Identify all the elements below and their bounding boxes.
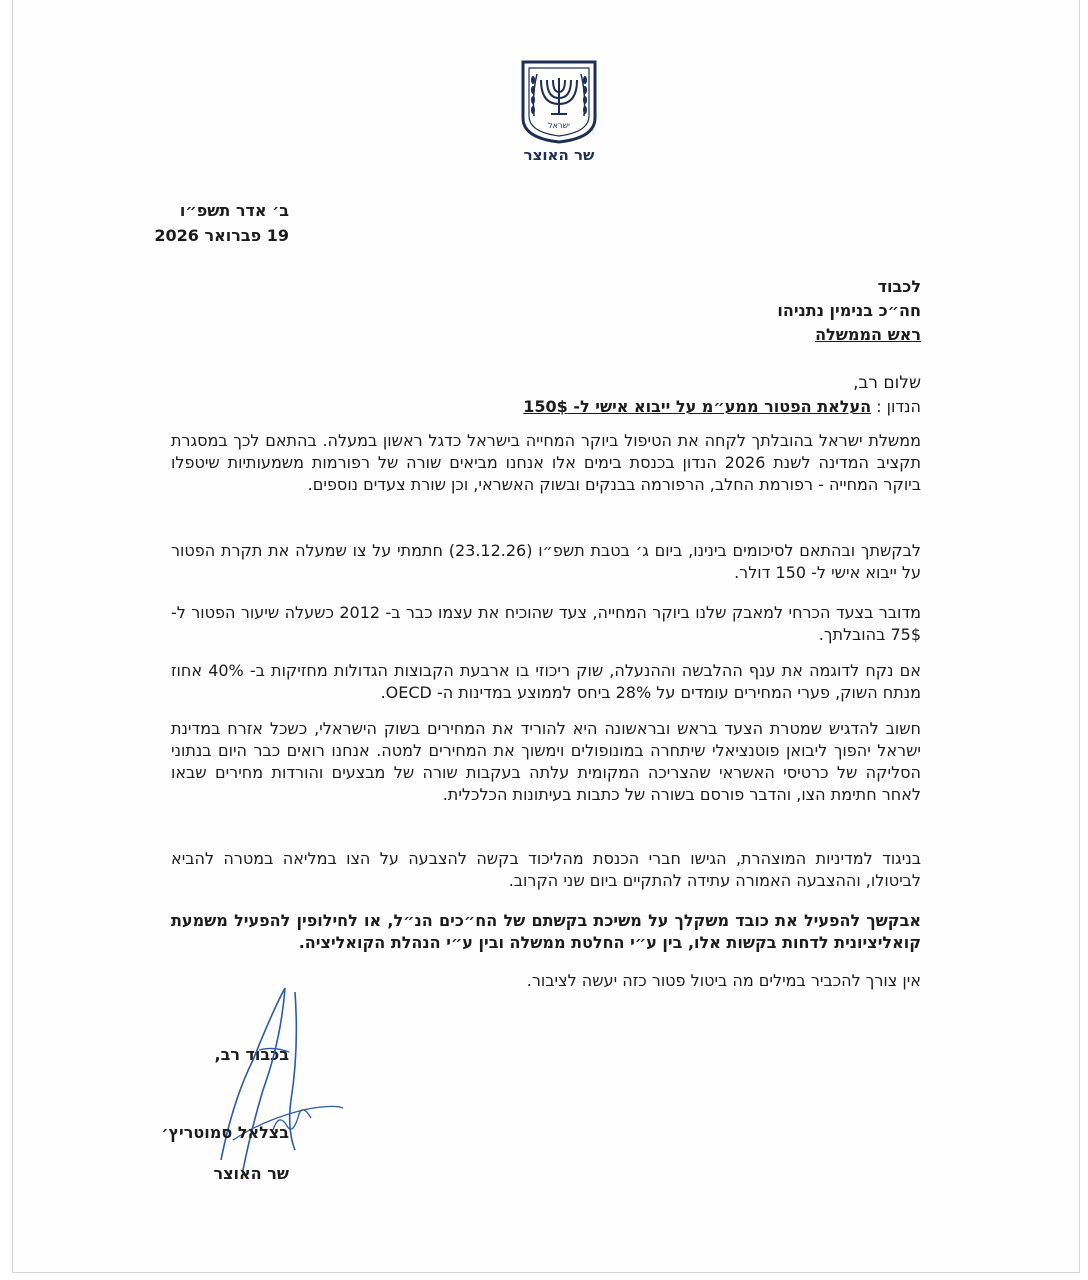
date-hebrew: ב׳ אדר תשפ״ו — [179, 201, 289, 220]
signatory-name: בצלאל סמוטריץ׳ — [161, 1123, 289, 1142]
recipient-salutation: לכבוד — [877, 277, 921, 296]
paragraph-request: אבקשך להפעיל את כובד משקלך על משיכת בקשתם של הח״כים הנ״ל, או לחילופין להפעיל משמעת קואליציונית לדחות בקשות אלו, בין ע״י החלטת ממשלה ובין ע״י הנהלת הקואליציה. — [171, 911, 921, 952]
paragraph-3: מדובר בצעד הכרחי למאבק שלנו ביוקר המחייה, צעד שהוכיח את עצמו כבר ב- 2012 כשעלה שיעור הפטור ל- 75$ בהובלתך. — [171, 603, 921, 644]
recipient-name: חה״כ בנימין נתניהו — [777, 301, 921, 320]
signatory-title: שר האוצר — [213, 1164, 289, 1183]
letter-page — [12, 0, 1080, 1273]
paragraph-5: חשוב להדגיש שמטרת הצעד בראש ובראשונה היא להוריד את המחירים בשוק הישראלי, כשכל אזרח במדינת ישראל יהפוך ליבואן פוטנציאלי שיתחרה במונופולים וימשוך את המחירים למטה. אנחנו רואים כבר היום בנתוני הסליקה של כרטיסי האשראי שהצריכה המקומית עלתה בעקבות שורה של מבצעים והורדות מחירים שבאו לאחר חתימת הצו, והדבר פורסם בשורה של כתבות בעיתונות הכלכלית. — [171, 719, 921, 804]
subject-prefix: הנדון : — [876, 397, 921, 416]
paragraph-1: ממשלת ישראל בהובלתך לקחה את הטיפול ביוקר המחייה בישראל כדגל ראשון במעלה. בהתאם לכך במסגרת תקציב המדינה לשנת 2026 הנדון בכנסת בימים אלו אנחנו מביאים שורה של רפורמות משמעותיות שיטפלו ביוקר המחייה - רפורמת החלב, הרפורמה בבנקים ובשוק האשראי, וכן שורת צעדים נוספים. — [171, 431, 921, 494]
letterhead-office: שר האוצר — [523, 146, 595, 164]
subject-text: העלאת הפטור ממע״מ על ייבוא אישי ל- 150$ — [523, 397, 872, 416]
handwritten-signature-icon — [203, 980, 373, 1180]
greeting: שלום רב, — [853, 373, 921, 393]
paragraph-4: אם נקח לדוגמה את ענף ההלבשה וההנעלה, שוק ריכוזי בו ארבעת הקבוצות הגדולות מחזיקות ב- 40% אחוז מנתח השוק, פערי המחירים עומדים על 28% ביחס לממוצע במדינות ה- OECD. — [171, 661, 921, 702]
emblem-label: ישראל — [548, 121, 570, 130]
paragraph-6: בניגוד למדיניות המוצהרת, הגישו חברי הכנסת מהליכוד בקשה להצבעה על הצו במליאה במטרה להביא לביטולו, וההצבעה האמורה עתידה להתקיים ביום שני הקרוב. — [171, 849, 921, 890]
date-gregorian: 19 פברואר 2026 — [154, 226, 289, 245]
paragraph-2: לבקשתך ובהתאם לסיכומים בינינו, ביום ג׳ בטבת תשפ״ו (23.12.26) חתמתי על צו שמעלה את תקרת הפטור על ייבוא אישי ל- 150 דולר. — [171, 541, 921, 582]
state-of-israel-emblem-icon — [519, 58, 599, 144]
recipient-title: ראש הממשלה — [815, 325, 921, 344]
subject-line — [523, 396, 921, 418]
closing-salutation: בכבוד רב, — [214, 1045, 289, 1064]
paragraph-closing-note: אין צורך להכביר במילים מה ביטול פטור כזה יעשה לציבור. — [526, 971, 921, 990]
